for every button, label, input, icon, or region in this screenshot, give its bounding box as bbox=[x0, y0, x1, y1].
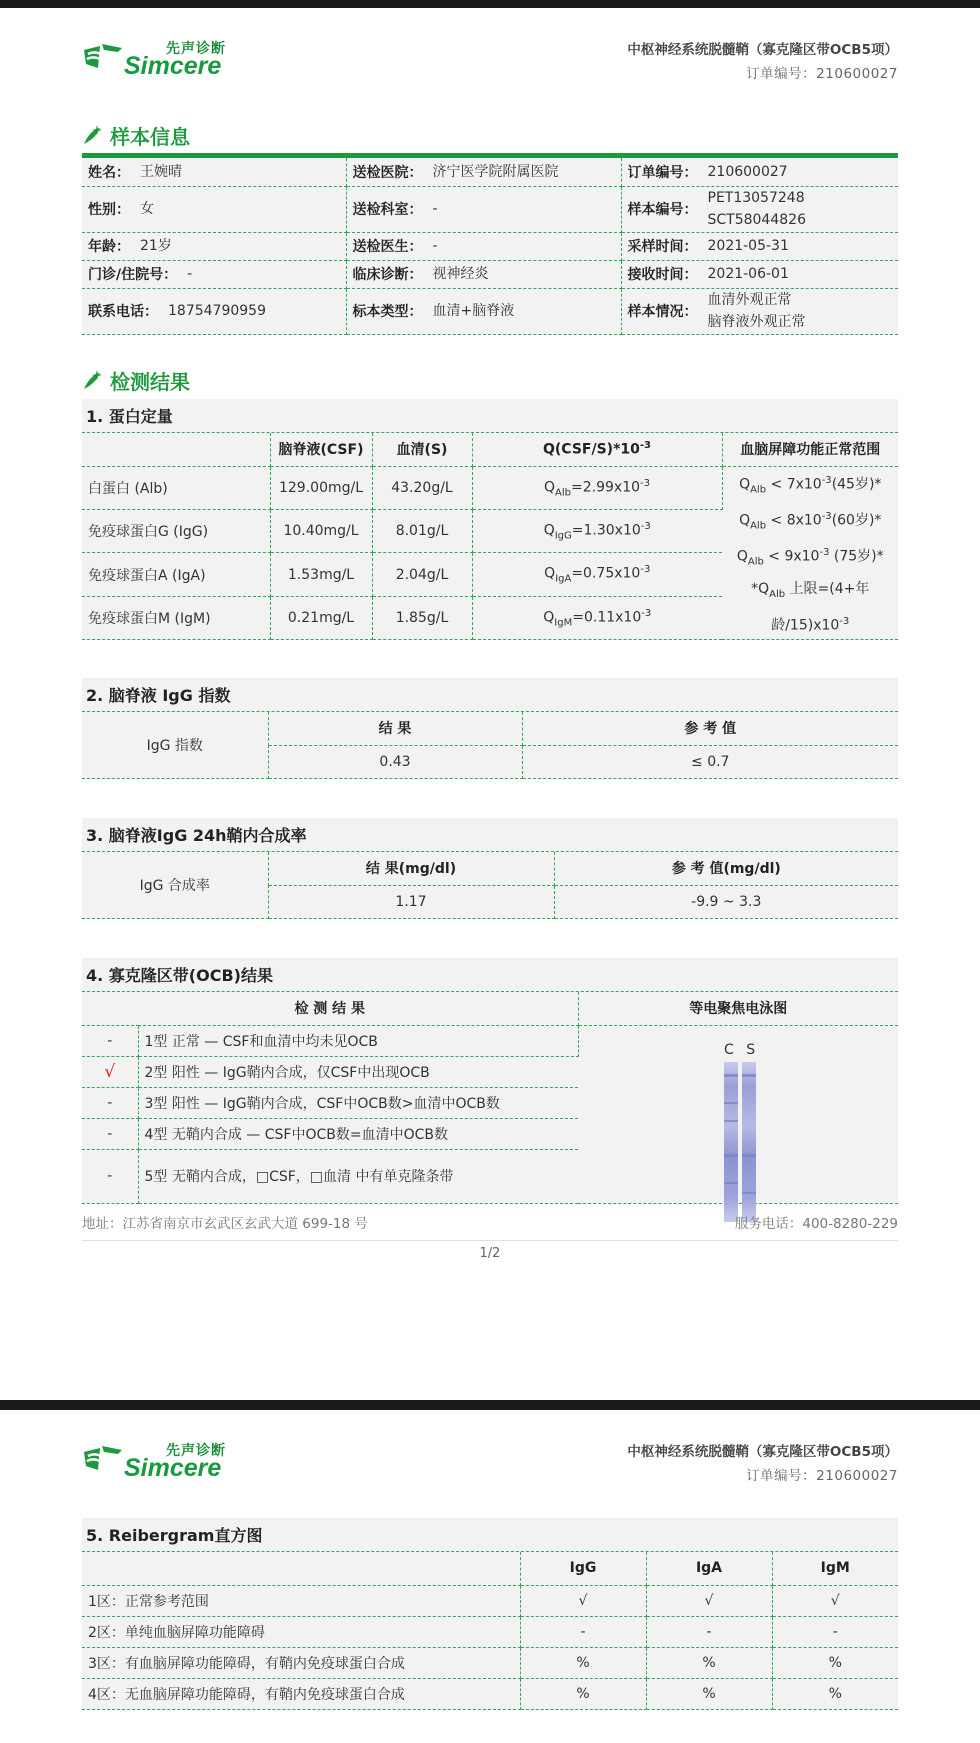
reibergram-header-blank bbox=[82, 1552, 520, 1585]
protein-section-title: 1. 蛋白定量 bbox=[82, 399, 898, 433]
reibergram-igg-value: % bbox=[520, 1678, 646, 1709]
protein-csf-value: 129.00mg/L bbox=[270, 466, 372, 509]
range-line: $Q_{Alb} < 8x10^{-3}(60$岁)* bbox=[739, 510, 882, 532]
igg-rate-ref-header: 参 考 值(mg/dl) bbox=[554, 852, 898, 885]
protein-serum-value: 43.20g/L bbox=[372, 466, 472, 509]
ocb-dash-mark: - bbox=[82, 1025, 138, 1056]
reibergram-zone: 4区：无血脑屏障功能障碍，有鞘内免疫球蛋白合成 bbox=[82, 1678, 520, 1709]
field-value: 21岁 bbox=[140, 238, 172, 254]
sample-info-field bbox=[88, 161, 340, 183]
igg-index-ref: ≤ 0.7 bbox=[522, 745, 898, 778]
sample-info-table bbox=[82, 158, 898, 335]
protein-csf-value: 1.53mg/L bbox=[270, 553, 372, 596]
ocb-section bbox=[82, 958, 898, 1204]
protein-q-value: $Q_{IgA}=0.75x10^{-3}$ bbox=[472, 553, 722, 596]
field-value-group bbox=[140, 161, 182, 183]
field-value: 2021-05-31 bbox=[707, 238, 789, 254]
range-line: $*Q_{Alb}$ 上限=(4+年龄$/15)x10^{-3}$ bbox=[751, 580, 870, 634]
sample-info-field bbox=[353, 198, 615, 220]
igg-index-table bbox=[82, 712, 898, 779]
field-value: 济宁医学院附属医院 bbox=[432, 163, 559, 180]
reibergram-row bbox=[82, 1585, 898, 1616]
field-value-group bbox=[708, 235, 789, 257]
section-heading-sample-info bbox=[82, 120, 190, 150]
ocb-check-mark: √ bbox=[82, 1056, 138, 1087]
field-value-group bbox=[140, 235, 172, 257]
simcere-logo-icon bbox=[82, 42, 124, 72]
protein-name: 免疫球蛋白G (IgG) bbox=[82, 509, 270, 552]
protein-section bbox=[82, 399, 898, 640]
reibergram-igg-value: % bbox=[520, 1647, 646, 1678]
reibergram-section bbox=[82, 1518, 898, 1710]
reibergram-header-igg: IgG bbox=[520, 1552, 646, 1585]
section-title-results: 检测结果 bbox=[110, 369, 190, 394]
sample-info-field bbox=[88, 235, 340, 257]
report-header bbox=[627, 38, 898, 82]
protein-csf-value: 0.21mg/L bbox=[270, 596, 372, 639]
ocb-table bbox=[82, 992, 898, 1204]
field-value-group bbox=[168, 300, 266, 322]
header-order-number: 订单编号：210600027 bbox=[746, 1468, 898, 1484]
protein-q-value: $Q_{IgG}=1.30x10^{-3}$ bbox=[472, 509, 722, 552]
reibergram-igm-value: - bbox=[772, 1616, 898, 1647]
range-line: $Q_{Alb} < 7x10^{-3}(45$岁)* bbox=[739, 474, 882, 495]
sample-info-field bbox=[353, 300, 615, 322]
footer-address: 地址：江苏省南京市玄武区玄武大道 699-18 号 bbox=[82, 1216, 368, 1232]
field-label: 门诊/住院号： bbox=[88, 267, 178, 283]
protein-table bbox=[82, 433, 898, 640]
igg-index-result: 0.43 bbox=[268, 745, 522, 778]
field-label: 样本编号： bbox=[627, 202, 698, 218]
reibergram-iga-value: √ bbox=[646, 1585, 772, 1616]
field-label: 性别： bbox=[88, 202, 130, 218]
protein-header-serum: 血清(S) bbox=[372, 433, 472, 466]
report-header bbox=[627, 1440, 898, 1484]
ocb-type-text: 3型 阳性 — IgG鞘内合成，CSF中OCB数>血清中OCB数 bbox=[138, 1087, 578, 1118]
sample-info-field bbox=[628, 289, 893, 333]
field-label: 临床诊断： bbox=[352, 267, 423, 283]
sample-info-cell bbox=[621, 260, 898, 288]
sample-info-cell bbox=[346, 288, 621, 334]
reibergram-igm-value: % bbox=[772, 1647, 898, 1678]
sparkle-leaf-icon bbox=[82, 124, 104, 146]
ocb-dash-mark: - bbox=[82, 1149, 138, 1203]
protein-serum-value: 1.85g/L bbox=[372, 596, 472, 639]
protein-name: 免疫球蛋白A (IgA) bbox=[82, 553, 270, 596]
sample-info-row bbox=[82, 158, 898, 186]
ocb-dash-mark: - bbox=[82, 1087, 138, 1118]
sample-info-cell bbox=[82, 232, 346, 260]
sample-info-cell bbox=[621, 158, 898, 186]
sample-info-row bbox=[82, 260, 898, 288]
sample-info-cell bbox=[346, 158, 621, 186]
field-label: 联系电话： bbox=[88, 304, 158, 320]
sample-info-cell bbox=[346, 232, 621, 260]
reibergram-zone: 3区：有血脑屏障功能障碍，有鞘内免疫球蛋白合成 bbox=[82, 1647, 520, 1678]
field-label: 采样时间： bbox=[627, 239, 698, 255]
protein-serum-value: 8.01g/L bbox=[372, 509, 472, 552]
report-title: 中枢神经系统脱髓鞘（寡克隆区带OCB5项） bbox=[627, 42, 898, 58]
section-title-sample-info: 样本信息 bbox=[110, 124, 190, 149]
ocb-type-text: 2型 阳性 — IgG鞘内合成，仅CSF中出现OCB bbox=[138, 1056, 578, 1087]
sample-info-field bbox=[628, 161, 893, 183]
field-value-secondary: 脑脊液外观正常 bbox=[707, 314, 806, 330]
reibergram-igg-value: √ bbox=[520, 1585, 646, 1616]
field-value: 王婉晴 bbox=[140, 163, 182, 180]
ocb-type-text: 4型 无鞘内合成 — CSF中OCB数=血清中OCB数 bbox=[138, 1118, 578, 1149]
field-value: - bbox=[187, 266, 193, 282]
report-title: 中枢神经系统脱髓鞘（寡克隆区带OCB5项） bbox=[627, 1444, 898, 1460]
field-value: 血清+脑脊液 bbox=[432, 303, 515, 319]
protein-name: 白蛋白 (Alb) bbox=[82, 466, 270, 509]
sample-info-field bbox=[628, 187, 893, 231]
field-value-group bbox=[433, 161, 559, 183]
ocb-dash-mark: - bbox=[82, 1118, 138, 1149]
protein-q-value: $Q_{Alb}=2.99x10^{-3}$ bbox=[472, 466, 722, 509]
field-value: 210600027 bbox=[707, 163, 788, 180]
ocb-gel-header: 等电聚焦电泳图 bbox=[578, 992, 898, 1025]
protein-header-csf: 脑脊液(CSF) bbox=[270, 433, 372, 466]
reibergram-row bbox=[82, 1616, 898, 1647]
reibergram-igg-value: - bbox=[520, 1616, 646, 1647]
field-label: 接收时间： bbox=[627, 267, 698, 283]
gel-lanes-graphic bbox=[722, 1062, 762, 1222]
reibergram-header-iga: IgA bbox=[646, 1552, 772, 1585]
protein-header-range: 血脑屏障功能正常范围 bbox=[722, 433, 898, 466]
field-value-group bbox=[708, 289, 806, 333]
reibergram-igm-value: √ bbox=[772, 1585, 898, 1616]
igg-index-label: IgG 指数 bbox=[82, 712, 268, 778]
gel-lane-labels: C S bbox=[724, 1042, 760, 1058]
field-value: 视神经炎 bbox=[432, 266, 489, 282]
field-value-group bbox=[708, 161, 788, 183]
logo-chinese-text: 先声诊断 bbox=[166, 41, 226, 57]
sample-info-cell bbox=[621, 232, 898, 260]
protein-csf-value: 10.40mg/L bbox=[270, 509, 372, 552]
field-label: 姓名： bbox=[88, 164, 130, 181]
field-value: - bbox=[432, 238, 438, 254]
reibergram-row bbox=[82, 1678, 898, 1709]
reibergram-table bbox=[82, 1552, 898, 1710]
sample-info-field bbox=[628, 235, 893, 257]
protein-row bbox=[82, 466, 898, 509]
field-value-group bbox=[433, 198, 438, 220]
reibergram-zone: 2区：单纯血脑屏障功能障碍 bbox=[82, 1616, 520, 1647]
field-value-group bbox=[187, 263, 192, 285]
sample-info-cell bbox=[82, 158, 346, 186]
igg-rate-title: 3. 脑脊液IgG 24h鞘内合成率 bbox=[82, 818, 898, 852]
field-value-group bbox=[140, 198, 154, 220]
field-value: 2021-06-01 bbox=[707, 266, 789, 282]
igg-index-ref-header: 参 考 值 bbox=[522, 712, 898, 745]
sample-info-field bbox=[628, 263, 893, 285]
igg-rate-section bbox=[82, 818, 898, 919]
igg-index-result-header: 结 果 bbox=[268, 712, 522, 745]
protein-header-q: $Q(CSF/S)*10^{-3}$ bbox=[472, 433, 722, 466]
field-label: 送检医生： bbox=[352, 239, 423, 255]
sample-info-cell bbox=[82, 186, 346, 232]
ocb-type-text: 5型 无鞘内合成，□CSF，□血清 中有单克隆条带 bbox=[138, 1149, 578, 1203]
ocb-type-text: 1型 正常 — CSF和血清中均未见OCB bbox=[138, 1025, 578, 1056]
field-value-group bbox=[433, 235, 438, 257]
igg-index-title: 2. 脑脊液 IgG 指数 bbox=[82, 678, 898, 712]
ocb-title: 4. 寡克隆区带(OCB)结果 bbox=[82, 958, 898, 992]
field-value-secondary: SCT58044826 bbox=[707, 212, 806, 228]
protein-q-value: $Q_{IgM}=0.11x10^{-3}$ bbox=[472, 596, 722, 639]
ocb-result-header: 检 测 结 果 bbox=[82, 992, 578, 1025]
sample-info-field bbox=[353, 161, 615, 183]
sparkle-leaf-icon bbox=[82, 369, 104, 391]
footer-phone: 服务电话：400-8280-229 bbox=[734, 1216, 898, 1232]
sample-info-cell bbox=[621, 186, 898, 232]
sample-info-row bbox=[82, 186, 898, 232]
field-value: 18754790959 bbox=[168, 303, 266, 319]
field-value-group bbox=[433, 263, 489, 285]
igg-rate-table bbox=[82, 852, 898, 919]
simcere-logo bbox=[82, 1440, 242, 1484]
protein-header-blank bbox=[82, 433, 270, 466]
reibergram-row bbox=[82, 1647, 898, 1678]
field-label: 送检科室： bbox=[352, 202, 423, 218]
field-value: 血清外观正常 bbox=[707, 292, 792, 308]
field-value-group bbox=[708, 263, 789, 285]
sample-info-field bbox=[88, 300, 340, 322]
gel-electrophoresis-image bbox=[722, 1042, 762, 1226]
reibergram-igm-value: % bbox=[772, 1678, 898, 1709]
sample-info-cell bbox=[82, 260, 346, 288]
field-value: 女 bbox=[140, 201, 154, 217]
logo-chinese-text: 先声诊断 bbox=[166, 1443, 226, 1459]
reibergram-iga-value: % bbox=[646, 1678, 772, 1709]
reibergram-iga-value: % bbox=[646, 1647, 772, 1678]
sample-info-cell bbox=[346, 186, 621, 232]
sample-info-field bbox=[88, 198, 340, 220]
field-label: 标本类型： bbox=[352, 304, 423, 320]
logo-english-text: Simcere bbox=[124, 1454, 222, 1482]
sample-info-field bbox=[88, 263, 340, 285]
field-value-group bbox=[708, 187, 806, 231]
protein-normal-range bbox=[722, 466, 898, 640]
reibergram-iga-value: - bbox=[646, 1616, 772, 1647]
field-label: 送检医院： bbox=[352, 164, 423, 181]
igg-rate-ref: -9.9 ~ 3.3 bbox=[554, 885, 898, 918]
sample-info-row bbox=[82, 288, 898, 334]
section-heading-results bbox=[82, 365, 190, 395]
page-number: 1/2 bbox=[479, 1246, 501, 1261]
sample-info-row bbox=[82, 232, 898, 260]
igg-rate-result-header: 结 果(mg/dl) bbox=[268, 852, 554, 885]
sample-info-field bbox=[353, 235, 615, 257]
report-page-1 bbox=[0, 8, 980, 1400]
range-line: $Q_{Alb} < 9x10^{-3}$ (75岁)* bbox=[736, 547, 884, 568]
igg-rate-result: 1.17 bbox=[268, 885, 554, 918]
sample-info-cell bbox=[82, 288, 346, 334]
sample-info-cell bbox=[621, 288, 898, 334]
reibergram-header-igm: IgM bbox=[772, 1552, 898, 1585]
igg-index-section bbox=[82, 678, 898, 779]
header-order-number: 订单编号：210600027 bbox=[746, 66, 898, 82]
protein-serum-value: 2.04g/L bbox=[372, 553, 472, 596]
footer-divider bbox=[82, 1240, 898, 1241]
reibergram-zone: 1区：正常参考范围 bbox=[82, 1585, 520, 1616]
field-value: - bbox=[432, 201, 438, 217]
field-label: 样本情况： bbox=[627, 304, 698, 320]
sample-info-cell bbox=[346, 260, 621, 288]
simcere-logo bbox=[82, 38, 242, 82]
ocb-row bbox=[82, 1025, 898, 1056]
reibergram-title: 5. Reibergram直方图 bbox=[82, 1518, 898, 1552]
protein-name: 免疫球蛋白M (IgM) bbox=[82, 596, 270, 639]
field-value-group bbox=[433, 300, 515, 322]
sample-info-field bbox=[353, 263, 615, 285]
logo-english-text: Simcere bbox=[124, 52, 222, 80]
field-label: 年龄： bbox=[88, 239, 130, 255]
igg-rate-label: IgG 合成率 bbox=[82, 852, 268, 918]
simcere-logo-icon bbox=[82, 1444, 124, 1474]
field-label: 订单编号： bbox=[627, 164, 698, 181]
page-footer bbox=[82, 1212, 898, 1232]
field-value: PET13057248 bbox=[707, 190, 805, 206]
report-page-2 bbox=[0, 1410, 980, 1743]
